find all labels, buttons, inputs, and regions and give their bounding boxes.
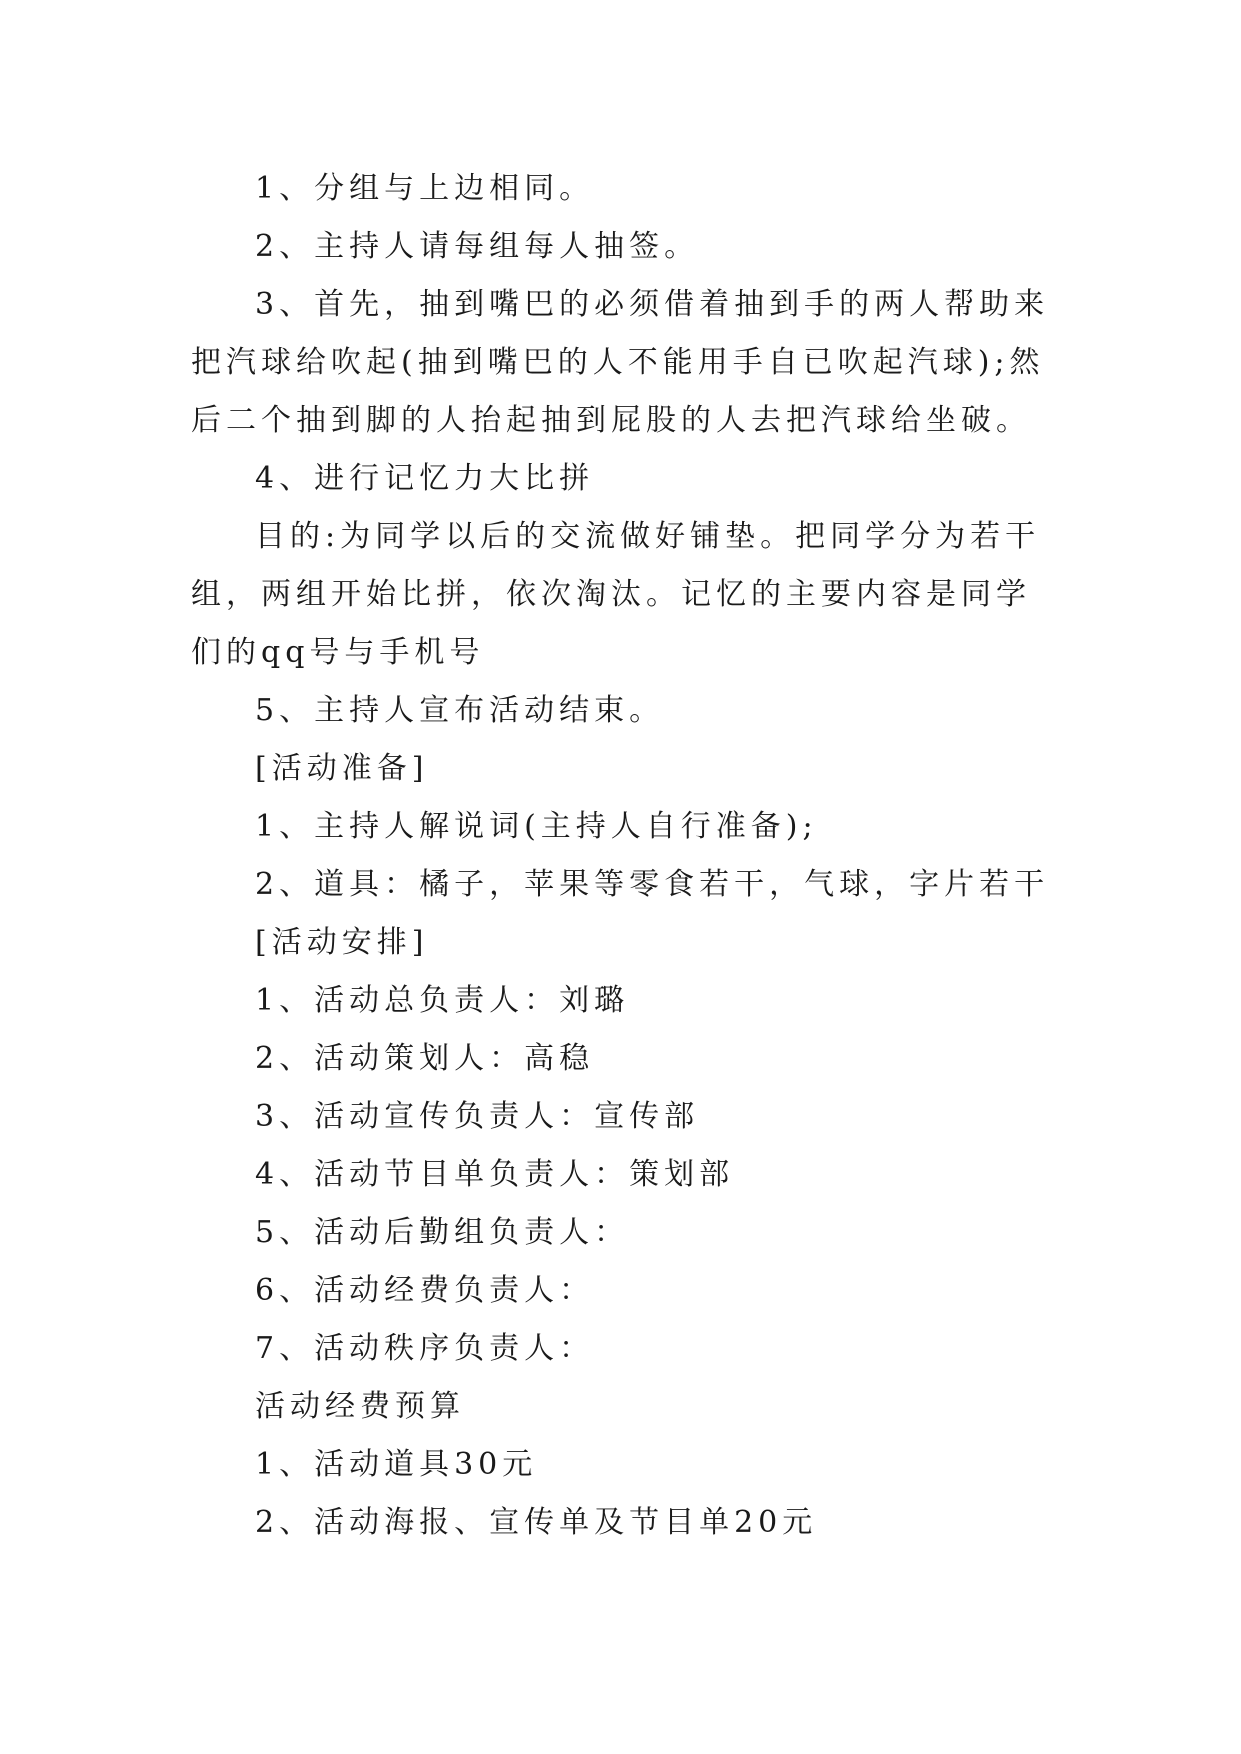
paragraph-1: 1、分组与上边相同。 xyxy=(255,171,595,206)
section-heading-preparation: [活动准备] xyxy=(255,751,429,786)
paragraph-17: 7、活动秩序负责人： xyxy=(255,1331,595,1366)
paragraph-11: 1、活动总负责人：刘璐 xyxy=(255,983,630,1018)
paragraph-6: 5、主持人宣布活动结束。 xyxy=(255,693,665,728)
document-body xyxy=(191,160,1051,1552)
paragraph-12: 2、活动策划人：高稳 xyxy=(255,1041,595,1076)
paragraph-16: 6、活动经费负责人： xyxy=(255,1273,595,1308)
paragraph-4: 4、进行记忆力大比拼 xyxy=(255,461,595,496)
paragraph-8: 1、主持人解说词(主持人自行准备); xyxy=(255,809,818,844)
paragraph-2: 2、主持人请每组每人抽签。 xyxy=(255,229,700,264)
paragraph-3: 3、首先，抽到嘴巴的必须借着抽到手的两人帮助来把汽球给吹起(抽到嘴巴的人不能用手自已吹起汽球);然后二个抽到脚的人抬起抽到屁股的人去把汽球给坐破。 xyxy=(191,287,1050,438)
paragraph-9: 2、道具：橘子，苹果等零食若干，气球，字片若干 xyxy=(255,867,1050,902)
paragraph-5: 目的:为同学以后的交流做好铺垫。把同学分为若干组，两组开始比拼，依次淘汰。记忆的主要内容是同学们的qq号与手机号 xyxy=(191,519,1041,670)
paragraph-15: 5、活动后勤组负责人： xyxy=(255,1215,630,1250)
paragraph-13: 3、活动宣传负责人：宣传部 xyxy=(255,1099,700,1134)
paragraph-14: 4、活动节目单负责人：策划部 xyxy=(255,1157,735,1192)
section-heading-budget: 活动经费预算 xyxy=(255,1389,465,1424)
paragraph-20: 2、活动海报、宣传单及节目单20元 xyxy=(255,1505,818,1540)
paragraph-19: 1、活动道具30元 xyxy=(255,1447,538,1482)
section-heading-arrangement: [活动安排] xyxy=(255,925,429,960)
